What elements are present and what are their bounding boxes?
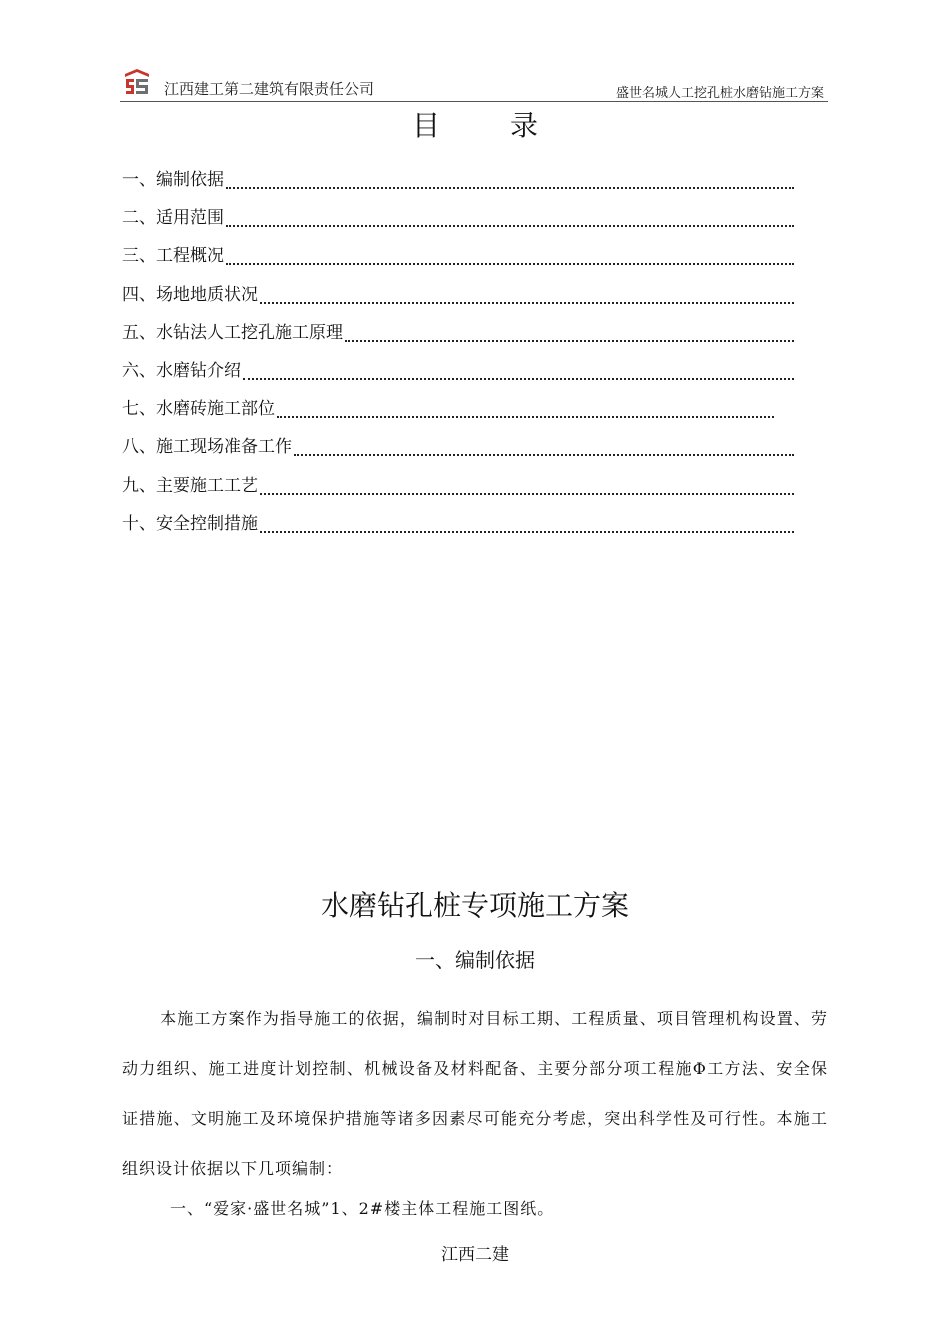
toc-title-left: 目 bbox=[411, 109, 440, 142]
toc-item-label: 三、工程概况 bbox=[122, 246, 224, 267]
toc-item[interactable] bbox=[122, 279, 794, 317]
toc-leader-dots bbox=[260, 279, 794, 304]
toc-item[interactable] bbox=[122, 393, 794, 431]
document-title: 水磨钻孔桩专项施工方案 bbox=[320, 889, 629, 922]
toc-item[interactable] bbox=[122, 164, 794, 202]
toc-item-label: 五、水钻法人工挖孔施工原理 bbox=[122, 322, 343, 343]
toc-item-label: 八、施工现场准备工作 bbox=[122, 437, 292, 458]
toc-leader-dots bbox=[243, 355, 794, 380]
company-logo-icon bbox=[122, 68, 152, 96]
toc-leader-dots bbox=[260, 470, 794, 495]
toc-item[interactable] bbox=[122, 355, 794, 393]
toc-item[interactable] bbox=[122, 508, 794, 546]
toc-item-label: 十、安全控制措施 bbox=[122, 513, 258, 534]
toc-leader-dots bbox=[277, 393, 774, 418]
section-title: 一、编制依据 bbox=[415, 948, 535, 972]
toc-item[interactable] bbox=[122, 240, 794, 278]
toc-list bbox=[122, 164, 794, 546]
body-paragraph-text: 本施工方案作为指导施工的依据，编制时对目标工期、工程质量、项目管理机构设置、劳动力组织、施工进度计划控制、机械设备及材料配备、主要分部分项工程施Φ工方法、安全保证措施、文明施工及环境保护措施等诸多因素尽可能充分考虑，突出科学性及可行性。本施工组织设计依据以下几项编制： bbox=[122, 1009, 828, 1178]
toc-leader-dots bbox=[226, 202, 794, 227]
toc-item-label: 九、主要施工工艺 bbox=[122, 475, 258, 496]
toc-leader-dots bbox=[345, 317, 794, 342]
toc-item[interactable] bbox=[122, 470, 794, 508]
page-footer: 江西二建 bbox=[441, 1245, 509, 1265]
toc-leader-dots bbox=[260, 508, 794, 533]
toc-item-label: 七、水磨砖施工部位 bbox=[122, 399, 275, 420]
header-divider bbox=[120, 101, 828, 102]
toc-item-label: 四、场地地质状况 bbox=[122, 284, 258, 305]
company-name: 江西建工第二建筑有限责任公司 bbox=[164, 80, 375, 98]
toc-item[interactable] bbox=[122, 317, 794, 355]
document-header-title: 盛世名城人工挖孔桩水磨钻施工方案 bbox=[615, 86, 824, 101]
toc-item[interactable] bbox=[122, 202, 794, 240]
toc-title-right: 录 bbox=[510, 109, 539, 142]
basis-item: 一、“爱家·盛世名城”1、2#楼主体工程施工图纸。 bbox=[170, 1199, 555, 1218]
toc-item[interactable] bbox=[122, 431, 794, 469]
toc-item-label: 一、编制依据 bbox=[122, 170, 224, 190]
toc-leader-dots bbox=[226, 240, 794, 265]
toc-title bbox=[0, 104, 950, 144]
toc-leader-dots bbox=[226, 164, 794, 189]
body-paragraph bbox=[122, 994, 828, 1194]
toc-item-label: 二、适用范围 bbox=[122, 208, 224, 229]
toc-item-label: 六、水磨钻介绍 bbox=[122, 360, 241, 381]
toc-leader-dots bbox=[294, 431, 794, 456]
